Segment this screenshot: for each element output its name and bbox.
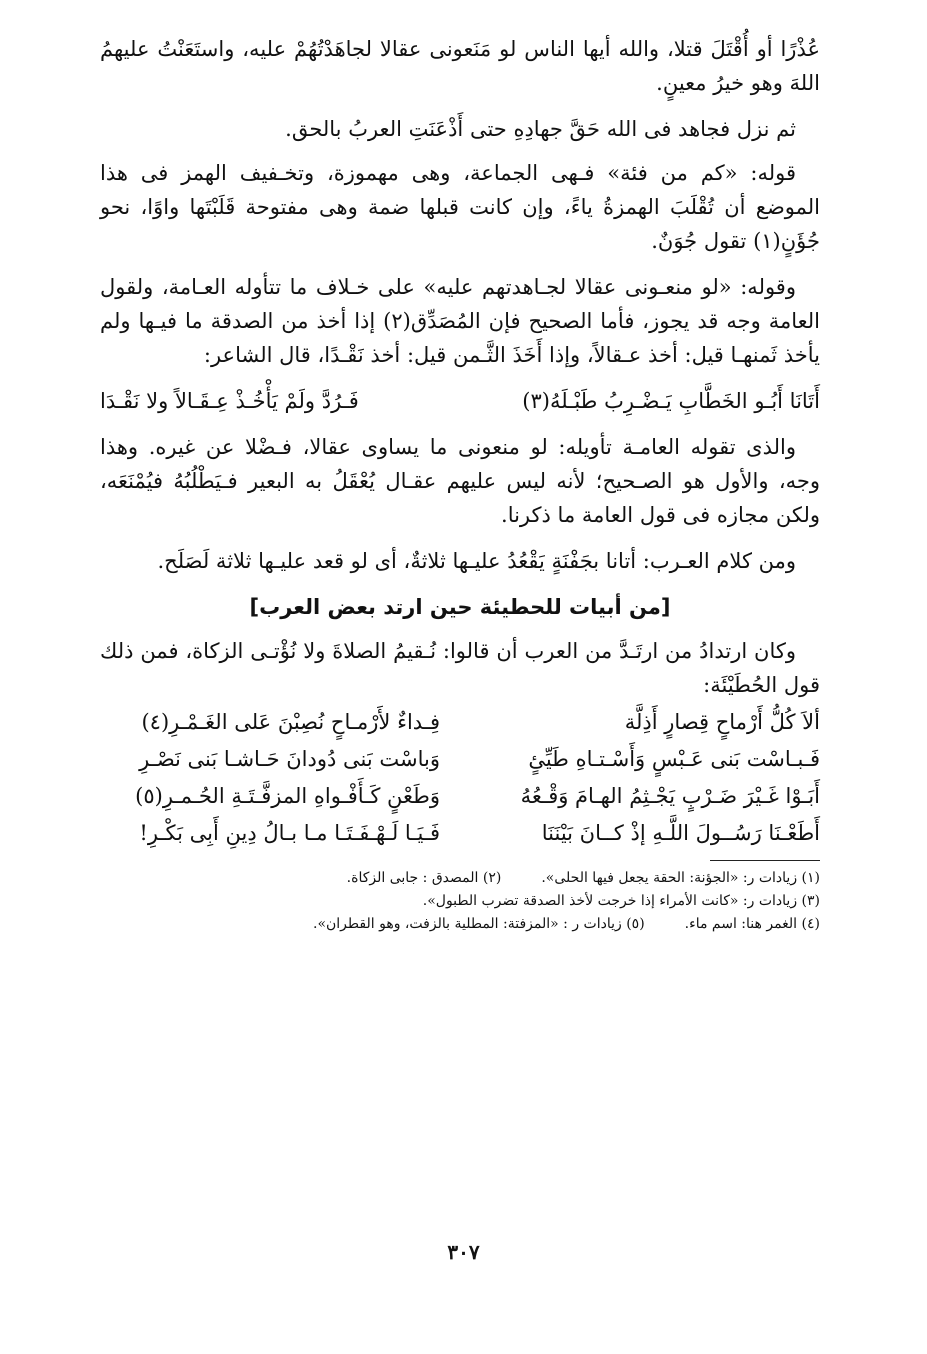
footnote-row <box>100 913 820 936</box>
paragraph-5: والذى تقوله العامـة تأويله: لو منعونى ما يساوى عقالا، فـضْلا عن غيره. وهذا وجه، والأول هو الصـحيح؛ لأنه ليس عليهم عقـال يُعْقَلُ به البعير فـيَطْلُبُهُ فيُمْنَعَه، ولكن مجازه فى قول العامة ما ذكرنا. <box>100 435 820 527</box>
section-heading: [من أبيات للحطيئة حين ارتد بعض العرب] <box>249 595 671 619</box>
footnote-5: (٥) زيادات ر : «المزفتة: المطلية بالزفت، وهو القطران». <box>313 916 645 932</box>
footnote-divider <box>710 860 820 861</box>
poem-sadr: أَبَـوْا غَـيْرَ ضَـرْبٍ يَجْـثِمُ الهـامَ وَقْـعُهُ <box>520 784 820 808</box>
paragraph-4: وقوله: «لو منعـونى عقالا لجـاهدتهم عليه» على خـلاف ما تتأوله العـامة، ولقول العامة وجه قد يجوز، فأما الصحيح فإن المُصَدِّق(٢) إذا أخذ من الصدقة ما فيـها ولم يأخذ ثَمنهـا قيل: أخذ عـقالاً، وإذا أَخَذَ الثَّـمن قيل: أخذ نَقْـدًا، قال الشاعر: <box>100 275 820 367</box>
footnote-4: (٤) الغمر هنا: اسم ماء. <box>684 916 820 932</box>
page-number: ٣٠٧ <box>447 1240 480 1264</box>
footnote-3: (٣) زيادات ر: «كانت الأمراء إذا خرجت لأخذ الصدقة تضرب الطبول». <box>422 893 820 909</box>
verse-second-hemistich: فَـرُدَّ ولَمْ يَأْخُـذْ عِـقَـالاً ولا نَقْـدَا <box>100 389 359 413</box>
verse-first-hemistich: أَتَانَا أَبُـو الخَطَّابِ يَـضْـرِبُ طَبْـلَهُ(٣) <box>522 389 820 413</box>
paragraph-2: ثم نزل فجاهد فى الله حَقَّ جهادِهِ حتى أَذْعَنَتِ العربُ بالحق. <box>285 117 796 141</box>
poem-line <box>100 704 820 741</box>
poem <box>100 704 820 852</box>
poem-line <box>100 815 820 852</box>
poem-sadr: أَطَعْـنَا رَسُــولَ اللَّـهِ إذْ كــانَ بَيْنَنَا <box>541 821 820 845</box>
paragraph-1: عُذْرًا أو أُقْتَلَ قتلا، والله أيها الناس لو مَنَعونى عقالا لجاهَدْتُهُمْ عليه، واستَعَنْتُ عليهمُ اللهَ وهو خيرُ معينٍ. <box>100 37 820 95</box>
footnote-row <box>100 890 820 913</box>
poem-ajuz: وَطَعْنٍ كَـأَفْـواهِ المزفَّـتَـةِ الحُـمـرِ(٥) <box>135 784 440 808</box>
poem-ajuz: فَـيَـا لَـهْـفَـتَـا مـا بـالُ دِينِ أَبِى بَكْـرِ! <box>139 821 440 845</box>
footnote-row <box>100 867 820 890</box>
page-body <box>100 32 820 936</box>
poem-sadr: فَـبـاسْت بَنى عَـبْسٍ وَأَسْـتـاهِ طَيِّئٍ <box>528 747 820 771</box>
paragraph-7: وكان ارتدادُ من ارتَـدَّ من العرب أن قالوا: نُـقيمُ الصلاةَ ولا نُؤْتـى الزكاة، فمن ذلك قول الحُطَيْئَة: <box>100 639 820 697</box>
poem-line <box>100 741 820 778</box>
footnotes <box>100 867 820 936</box>
footnote-2: (٢) المصدق : جابى الزكاة. <box>346 870 502 886</box>
poem-ajuz: وَباسْت بَنى دُودانَ حَـاشـا بَنى نَصْـرِ <box>139 747 440 771</box>
quoted-verse <box>100 384 820 418</box>
footnote-1: (١) زيادات ر: «الجؤنة: الحقة يجعل فيها الحلى». <box>541 870 820 886</box>
poem-sadr: ألاَ كُلُّ أَرْماحٍ قِصارٍ أَذِلَّة <box>624 710 820 734</box>
poem-line <box>100 778 820 815</box>
paragraph-6: ومن كلام العـرب: أتانا بجَفْنَةٍ يَقْعُدُ عليـها ثلاثةٌ، أى لو قعد عليـها ثلاثة لَصَلَح. <box>157 549 796 573</box>
poem-ajuz: فِـداءٌ لأَرْمـاحٍ نُصِبْنَ عَلى الغَـمْـرِ(٤) <box>141 710 440 734</box>
paragraph-3: قوله: «كم من فئة» فـهى الجماعة، وهى مهموزة، وتخـفيف الهمز فى هذا الموضع أن تُقْلَبَ الهمزةُ ياءً، وإن كانت قبلها ضمة وهى مفتوحة قَلَبْتَها واوًا، نحو جُؤَنٍ(١) تقول جُوَنٌ. <box>100 161 820 253</box>
